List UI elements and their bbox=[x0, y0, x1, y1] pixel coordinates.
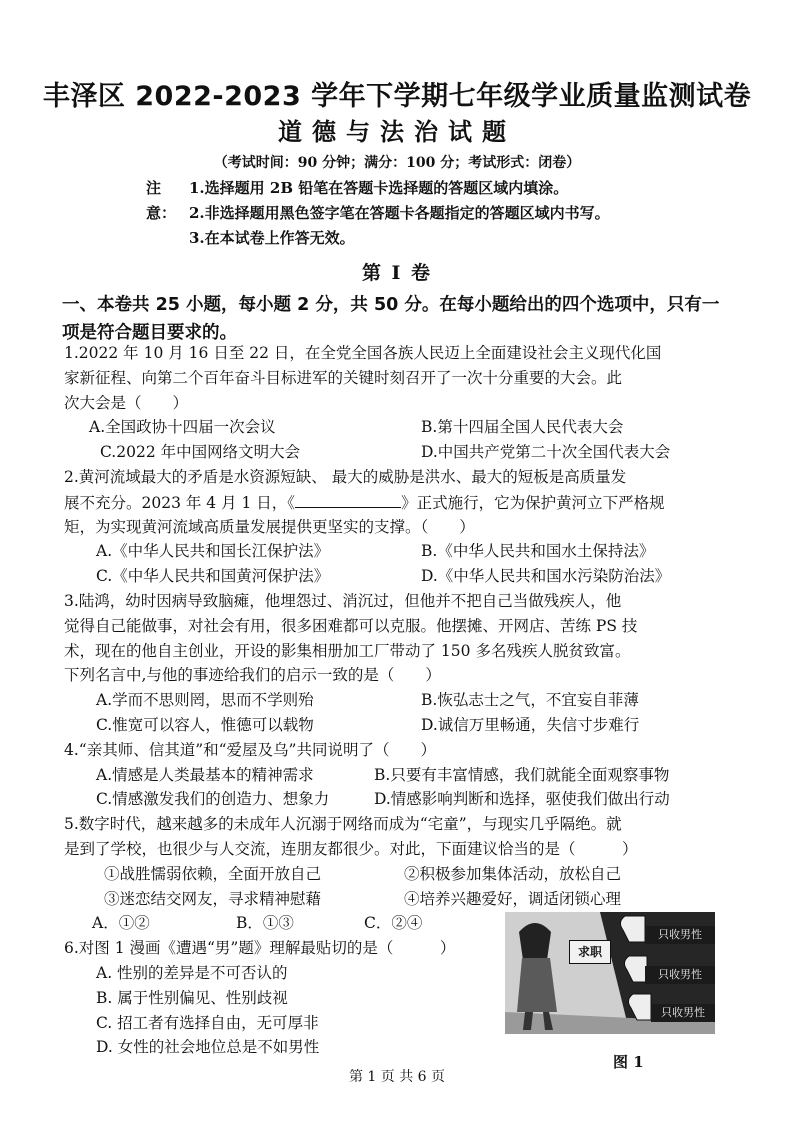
option-b: B. 属于性别偏见、性别歧视 bbox=[96, 988, 288, 1007]
question-4 bbox=[64, 738, 724, 812]
statement-3: ③迷恋结交网友，寻求精神慰藉 bbox=[104, 889, 322, 908]
option-b: B.恢弘志士之气，不宜妄自菲薄 bbox=[421, 691, 639, 710]
notice-item: 2.非选择题用黑色签字笔在答题卡各题指定的答题区域内书写。 bbox=[189, 204, 610, 222]
question-stem: 家新征程、向第二个百年奋斗目标进军的关键时刻召开了一次十分重要的大会。此 bbox=[64, 368, 623, 387]
question-stem: 是到了学校，也很少与人交流，连朋友都很少。对此，下面建议恰当的是（ ） bbox=[64, 839, 638, 858]
statement-1: ①战胜懦弱依赖，全面开放自己 bbox=[104, 864, 322, 883]
question-2 bbox=[64, 465, 724, 589]
option-d: D.情感影响判断和选择，驱使我们做出行动 bbox=[374, 790, 670, 809]
notice-item: 3.在本试卷上作答无效。 bbox=[189, 229, 355, 247]
question-stem: 展不充分。2023 年 4 月 1 日，《 》正式施行，它为保护黄河立下严格规 bbox=[64, 490, 724, 515]
exam-info: （考试时间：90 分钟；满分：100 分；考试形式：闭卷） bbox=[213, 155, 581, 171]
question-stem: 2.黄河流域最大的矛盾是水资源短缺、 最大的威胁是洪水、最大的短板是高质量发 bbox=[64, 467, 627, 486]
option-c: C.情感激发我们的创造力、想象力 bbox=[96, 790, 330, 809]
question-stem: 次大会是（ ） bbox=[64, 393, 189, 412]
notice-block bbox=[146, 176, 610, 251]
sign-male-only: 只收男性 bbox=[645, 926, 715, 944]
question-stem: 觉得自己能做事，对社会有用，很多困难都可以克服。他摆摊、开网店、苦练 PS 技 bbox=[64, 616, 638, 635]
figure-caption: 图 1 bbox=[613, 1053, 644, 1071]
cartoon-figure bbox=[505, 912, 715, 1034]
question-stem: 术，现在的他自主创业，开设的影集相册加工厂带动了 150 多名残疾人脱贫致富。 bbox=[64, 641, 631, 660]
notice-label: 注意： bbox=[146, 179, 177, 222]
exam-title: 丰泽区 2022-2023 学年下学期七年级学业质量监测试卷 bbox=[42, 81, 752, 112]
question-stem: 3.陆鸿，幼时因病导致脑瘫，他埋怨过、消沉过，但他并不把自己当做残疾人，他 bbox=[64, 591, 622, 610]
question-stem: 5.数字时代，越来越多的未成年人沉溺于网络而成为“宅童”，与现实几乎隔绝。就 bbox=[64, 815, 622, 834]
statement-2: ②积极参加集体活动，放松自己 bbox=[404, 864, 622, 883]
answer-blank bbox=[295, 490, 401, 508]
question-stem: 下列名言中,与他的事迹给我们的启示一致的是（ ） bbox=[64, 666, 441, 685]
question-stem: 6.对图 1 漫画《遭遇“男”题》理解最贴切的是（ ） bbox=[64, 939, 456, 958]
option-a: A. 性别的差异是不可否认的 bbox=[96, 963, 288, 982]
option-d: D.《中华人民共和国水污染防治法》 bbox=[421, 567, 671, 586]
option-d: D.诚信万里畅通，失信寸步难行 bbox=[421, 715, 640, 734]
option-c: C.2022 年中国网络文明大会 bbox=[100, 443, 301, 462]
option-a: A.全国政协十四届一次会议 bbox=[89, 418, 276, 437]
option-d: D. 女性的社会地位总是不如男性 bbox=[96, 1038, 320, 1057]
option-b: B.只要有丰富情感，我们就能全面观察事物 bbox=[374, 765, 670, 784]
question-stem: 1.2022 年 10 月 16 日至 22 日，在全党全国各族人民迈上全面建设社会主义现代化国 bbox=[64, 344, 662, 362]
question-stem: 4.“亲其师、信其道”和“爱屋及乌”共同说明了（ ） bbox=[64, 740, 436, 759]
option-b: B.《中华人民共和国水土保持法》 bbox=[421, 542, 655, 561]
option-a: A.学而不思则罔，思而不学则殆 bbox=[96, 691, 314, 710]
option-a: A.《中华人民共和国长江保护法》 bbox=[96, 542, 330, 561]
option-b: B．①③ bbox=[236, 914, 294, 933]
job-seeking-tag: 求职 bbox=[569, 940, 611, 964]
option-c: C. 招工者有选择自由，无可厚非 bbox=[96, 1013, 319, 1032]
subject-title: 道德与法治试题 bbox=[278, 118, 516, 146]
option-a: A.情感是人类最基本的精神需求 bbox=[96, 765, 314, 784]
option-a: A．①② bbox=[92, 914, 150, 933]
page-footer: 第 1 页 共 6 页 bbox=[348, 1069, 446, 1085]
question-1 bbox=[64, 341, 724, 465]
option-b: B.第十四届全国人民代表大会 bbox=[421, 418, 624, 437]
volume-heading: 第 I 卷 bbox=[361, 262, 433, 284]
statement-4: ④培养兴趣爱好，调适闭锁心理 bbox=[404, 889, 622, 908]
option-d: D.中国共产党第二十次全国代表大会 bbox=[421, 443, 671, 462]
option-c: C.《中华人民共和国黄河保护法》 bbox=[96, 567, 330, 586]
question-stem: 矩，为实现黄河流域高质量发展提供更坚实的支撑。（ ） bbox=[64, 517, 475, 536]
sign-male-only: 只收男性 bbox=[651, 1004, 715, 1022]
section-instructions: 一、本卷共 25 小题，每小题 2 分，共 50 分。在每小题给出的四个选项中，只有一 项是符合题目要求的。 bbox=[62, 295, 720, 343]
question-3 bbox=[64, 589, 724, 738]
option-c: C.惟宽可以容人，惟德可以载物 bbox=[96, 715, 314, 734]
notice-item: 1.选择题用 2B 铅笔在答题卡选择题的答题区域内填涂。 bbox=[189, 179, 569, 197]
option-c: C．②④ bbox=[364, 914, 423, 933]
sign-male-only: 只收男性 bbox=[645, 966, 715, 984]
